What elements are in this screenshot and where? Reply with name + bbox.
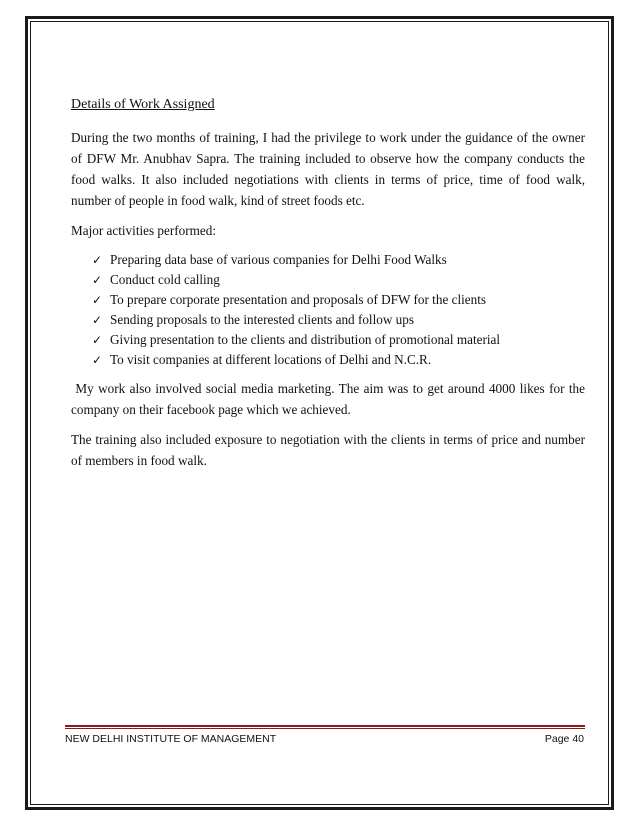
list-item (92, 310, 585, 330)
activities-label: Major activities performed: (71, 223, 217, 238)
footer-rule-thin (65, 728, 585, 729)
checkmark-icon: ✓ (92, 333, 103, 347)
list-item (92, 250, 585, 270)
checkmark-icon: ✓ (92, 273, 103, 287)
list-item-text: Conduct cold calling (110, 272, 220, 287)
checkmark-icon: ✓ (92, 293, 103, 307)
checkmark-icon: ✓ (92, 353, 103, 367)
list-item (92, 330, 585, 350)
intro-paragraph: During the two months of training, I had the privilege to work under the guidance of the owner of DFW Mr. Anubhav Sapra. The training included to observe how the company conducts the food walks. It also included negotiations with clients in terms of price, time of food walk, number of people in food walk, kind of street foods etc. (71, 130, 585, 208)
list-item-text: Preparing data base of various companies for Delhi Food Walks (110, 252, 447, 267)
page-footer (65, 733, 584, 745)
footer-page-number: Page 40 (544, 733, 584, 745)
social-media-paragraph: My work also involved social media marketing. The aim was to get around 4000 likes for the company on their facebook page which we achieved. (71, 381, 589, 417)
list-item (92, 290, 585, 310)
list-item-text: Sending proposals to the interested clients and follow ups (110, 312, 414, 327)
list-item (92, 270, 585, 290)
list-item-text: To prepare corporate presentation and proposals of DFW for the clients (110, 292, 487, 307)
list-item (92, 350, 585, 370)
checkmark-icon: ✓ (92, 253, 103, 267)
footer-institute: NEW DELHI INSTITUTE OF MANAGEMENT (65, 733, 277, 745)
list-item-text: Giving presentation to the clients and distribution of promotional material (110, 332, 501, 347)
checkmark-icon: ✓ (92, 313, 103, 327)
activities-list (71, 250, 585, 370)
footer-rule-thick (65, 725, 585, 727)
negotiation-paragraph: The training also included exposure to negotiation with the clients in terms of price and number of members in food walk. (71, 432, 585, 468)
document-body (71, 96, 589, 480)
section-heading: Details of Work Assigned (71, 97, 215, 112)
list-item-text: To visit companies at different locations of Delhi and N.C.R. (110, 352, 432, 367)
